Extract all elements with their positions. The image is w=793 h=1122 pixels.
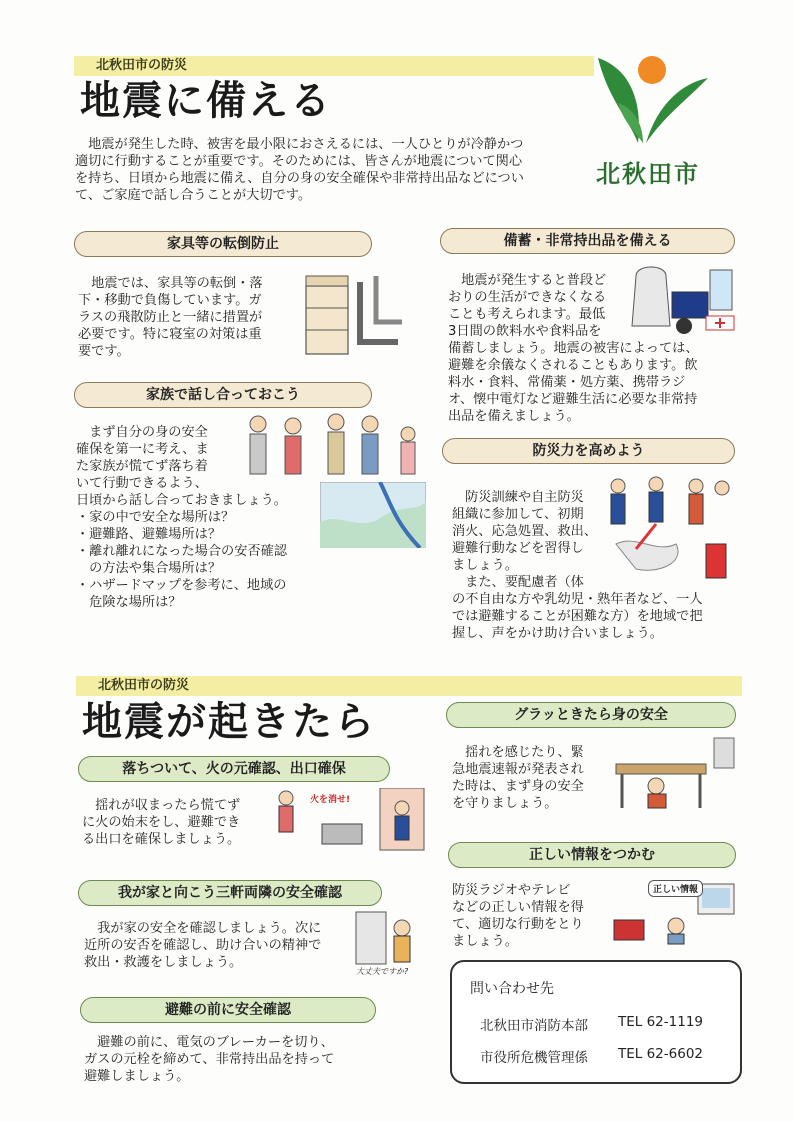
contact-box bbox=[450, 960, 742, 1084]
heading-shaking: グラッときたら身の安全 bbox=[446, 702, 736, 728]
section-band-top: 北秋田市の防災 bbox=[74, 56, 594, 76]
heading-family: 家族で話し合っておこう bbox=[74, 382, 372, 408]
stockpile-text: 地震が発生すると普段ど おりの生活ができなくなる ことも考えられます。最低 3日間の飲料水や食料品を 備蓄しましょう。地震の被害によっては、 避難を余儀なくされることもあります。飲 料水・食料、常備薬・処方薬、携帯ラジ オ、懐中電灯など避難生活に必要な非常持 出品を備えましょう。 bbox=[448, 273, 699, 424]
intro-text: 地震が発生した時、被害を最小限におさえるには、一人ひとりが冷静かつ 適切に行動することが重要です。そのためには、皆さんが地震について関心 を持ち、日頃から地震に備え、自分の身の安全確保や非常持出品などについ て、ご家庭で話し合うことが大切です。 bbox=[75, 137, 524, 203]
city-logo-icon bbox=[588, 48, 718, 148]
heading-neighbors: 我が家と向こう三軒両隣の安全確認 bbox=[78, 880, 382, 906]
contact-fire-dept-tel[interactable]: TEL 62-1119 bbox=[618, 1014, 703, 1030]
contact-title: 問い合わせ先 bbox=[470, 981, 554, 997]
calm-text: 揺れが収まったら慌てず に火の始末をし、避難でき る出口を確保しましょう。 bbox=[82, 798, 241, 847]
drill-text: 防災訓練や自主防災 組織に参加して、初期 消火、応急処置、救出、 避難行動などを習得し ましょう。 また、要配慮者（体 の不自由な方や乳幼児・熟年者など、一人 では避難することが困難な方）を地域で把 握し、声をかけ助け合いましょう。 bbox=[452, 490, 703, 641]
before-evac-text: 避難の前に、電気のブレーカーを切り、 ガスの元栓を締めて、非常持出品を持って 避難しましょう。 bbox=[84, 1035, 335, 1084]
page-title-after-quake: 地震が起きたら bbox=[82, 699, 376, 745]
contact-fire-dept: 北秋田市消防本部 bbox=[480, 1018, 588, 1034]
furniture-bracket-illustration bbox=[298, 272, 408, 360]
heading-drill: 防災力を高めよう bbox=[442, 438, 735, 464]
neighbors-text: 我が家の安全を確認しましょう。次に 近所の安否を確認し、助け合いの精神で 救出・救護をしましょう。 bbox=[84, 921, 322, 970]
page-title-prepare: 地震に備える bbox=[80, 78, 332, 124]
shaking-text: 揺れを感じたり、緊 急地震速報が発表され た時は、まず身の安全 を守りましょう。 bbox=[452, 745, 584, 811]
furniture-text: 地震では、家具等の転倒・落 下・移動で負傷しています。ガ ラスの飛散防止と一緒に措置が 必要です。特に寝室の対策は重 要です。 bbox=[78, 276, 263, 359]
contact-crisis-office: 市役所危機管理係 bbox=[480, 1050, 588, 1066]
neighbor-check-illustration bbox=[354, 910, 420, 974]
contact-crisis-office-tel[interactable]: TEL 62-6602 bbox=[618, 1046, 703, 1062]
heading-info: 正しい情報をつかむ bbox=[448, 842, 736, 868]
family-text: まず自分の身の安全 確保を第一に考え、ま た家族が慌てず落ち着 いて行動できるよう、 日頃から話し合っておきましょう。 ・家の中で安全な場所は？ ・避難路、避難場所は？ ・離れ離れになった場合の安否確認 の方法や集合場所は？ ・ハザードマップを参考に、地域の 危険な場所は？ bbox=[76, 425, 287, 610]
hazard-map-illustration bbox=[320, 482, 426, 548]
info-callout-label: 正しい情報 bbox=[648, 880, 703, 897]
city-name: 北秋田市 bbox=[596, 160, 700, 188]
section-band-bottom: 北秋田市の防災 bbox=[76, 676, 742, 696]
heading-before-evac: 避難の前に安全確認 bbox=[80, 997, 376, 1023]
take-cover-illustration bbox=[606, 734, 738, 812]
heading-calm: 落ちついて、火の元確認、出口確保 bbox=[78, 756, 390, 782]
info-text: 防災ラジオやテレビ などの正しい情報を得 て、適切な行動をとり ましょう。 bbox=[452, 883, 584, 949]
family-illustration bbox=[238, 412, 428, 482]
heading-furniture: 家具等の転倒防止 bbox=[74, 231, 372, 257]
fire-callout-label: 火を消せ! bbox=[310, 795, 351, 805]
heading-stockpile: 備蓄・非常持出品を備える bbox=[440, 228, 735, 254]
neighbor-callout-label: 大丈夫ですか? bbox=[356, 967, 409, 976]
